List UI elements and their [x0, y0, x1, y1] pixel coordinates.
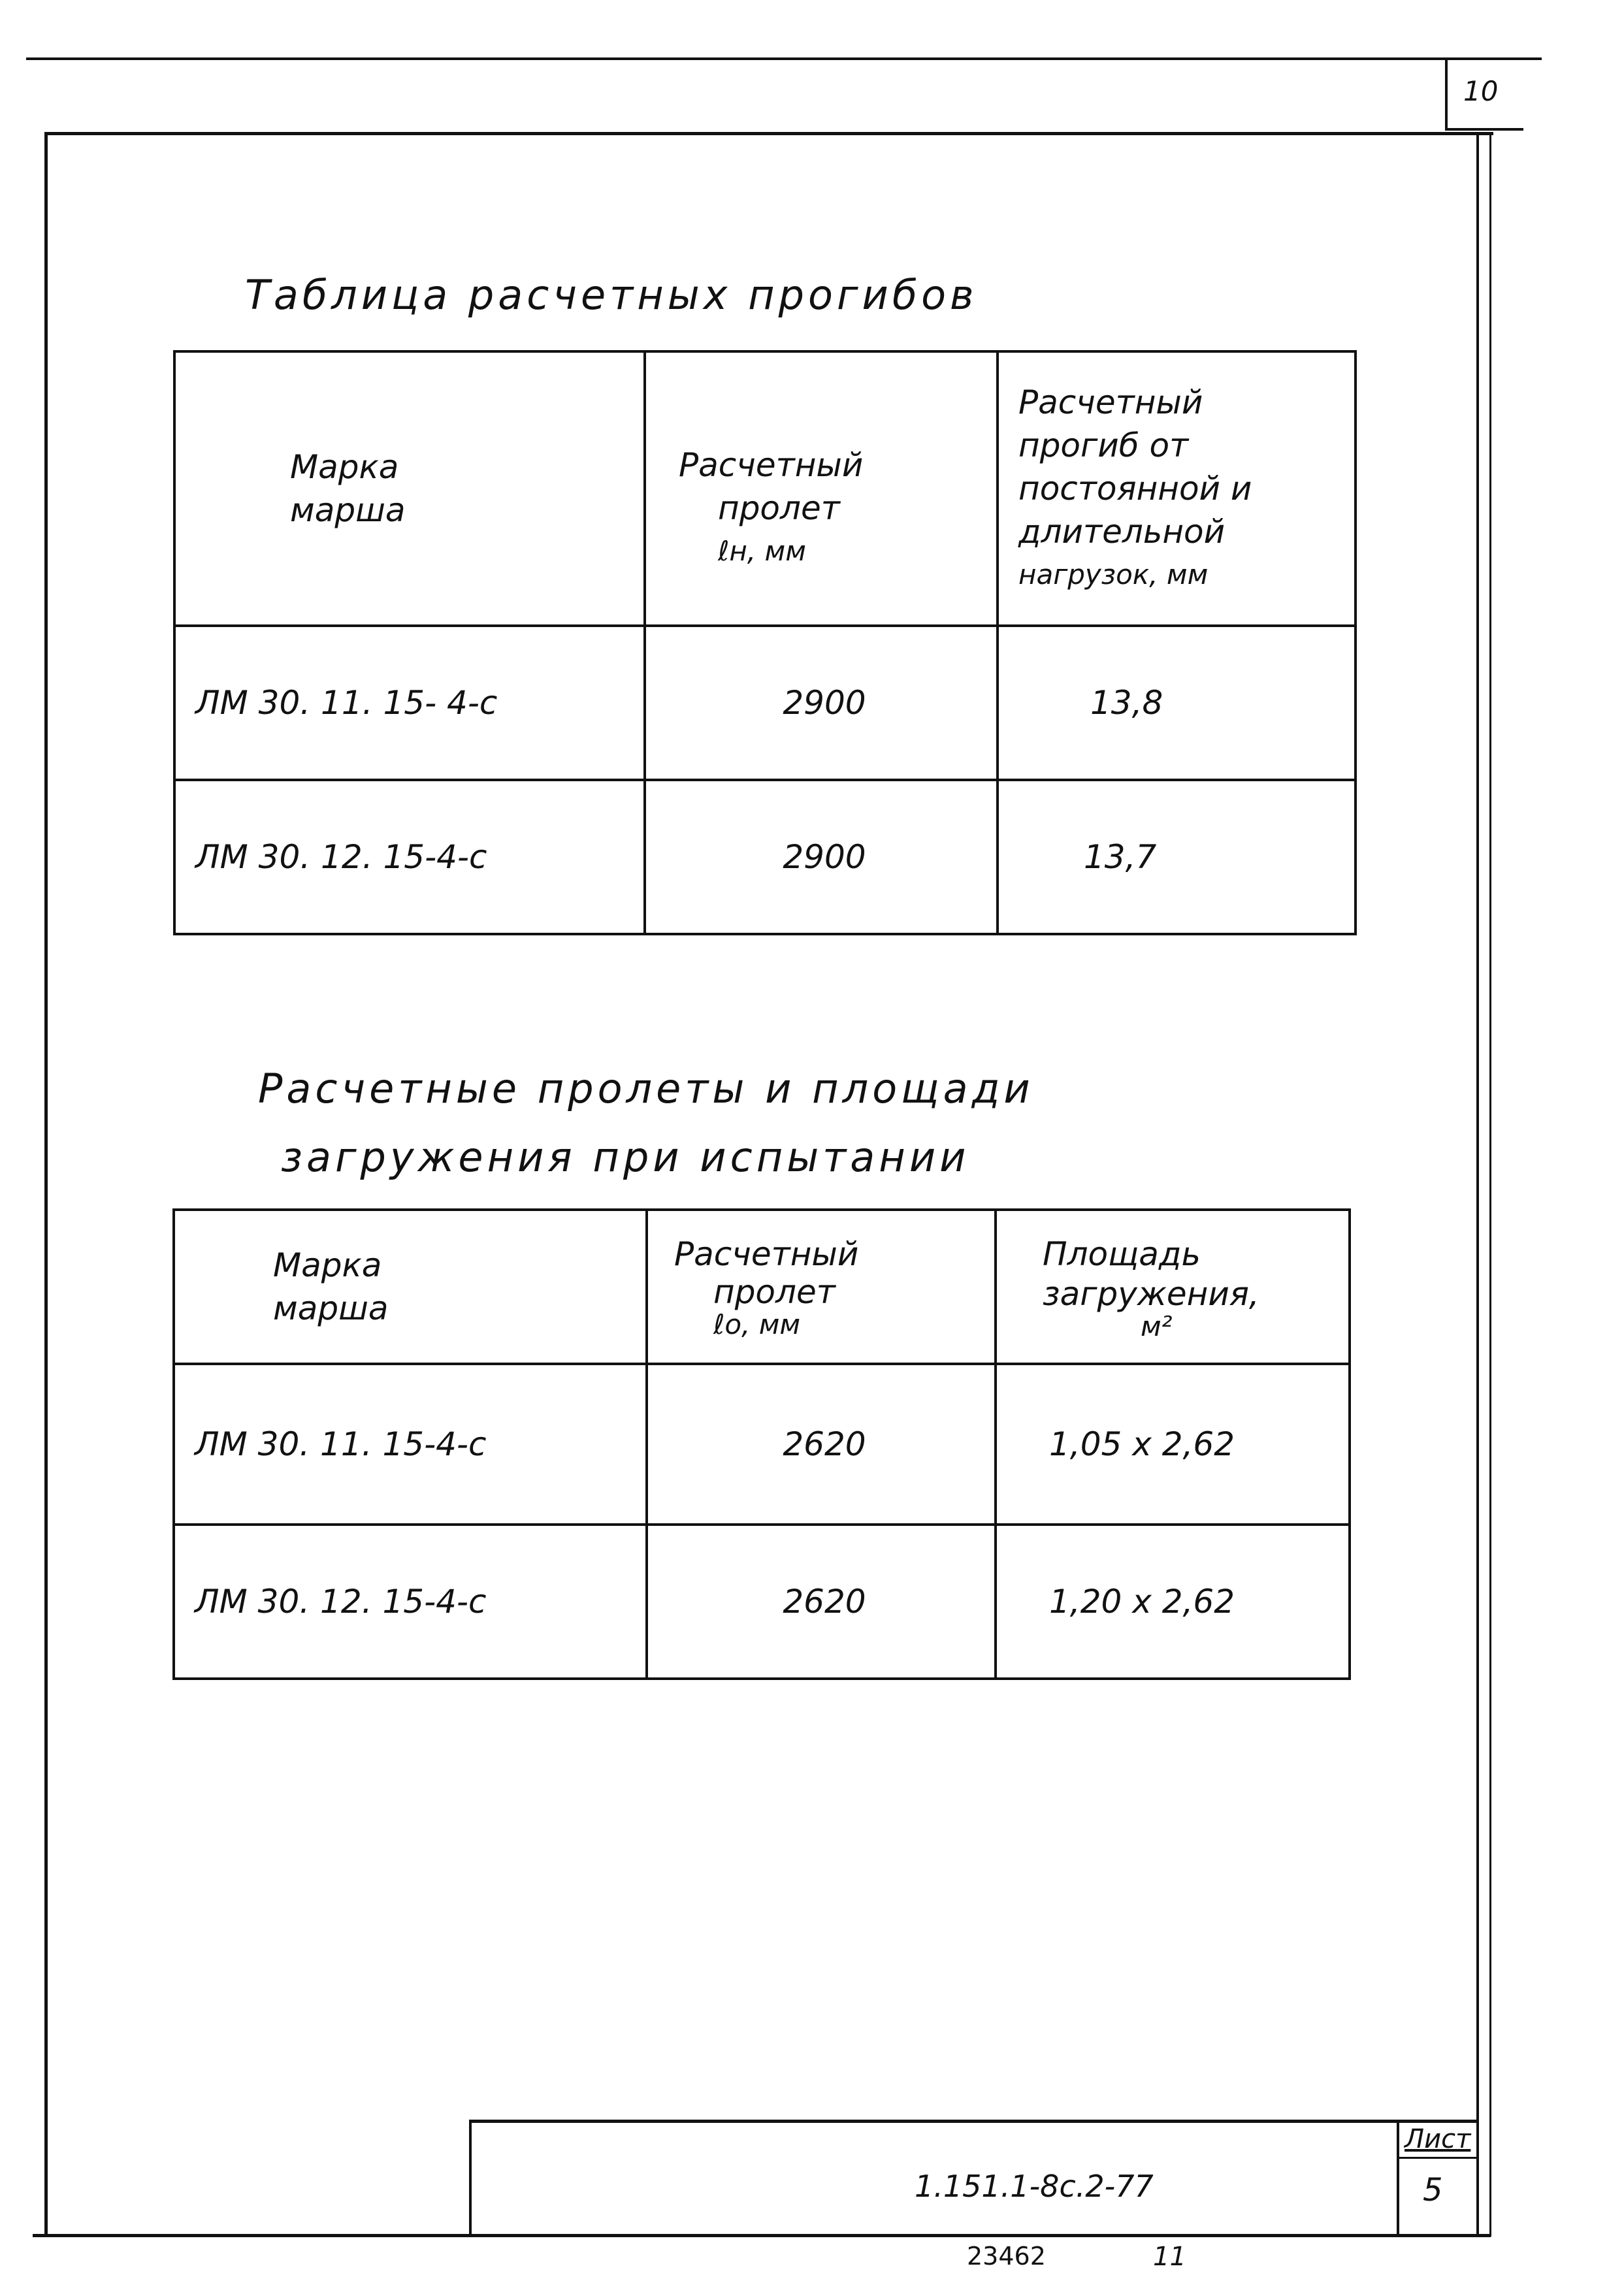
table1-header-row — [174, 351, 1356, 626]
frame-bottom-line — [33, 2234, 1491, 2237]
stamp-left-line — [469, 2120, 472, 2236]
table1-header-mark — [174, 351, 645, 626]
table2-header-span — [647, 1210, 996, 1364]
row-span: 2900 — [645, 780, 998, 934]
header-line: м² — [1141, 1310, 1173, 1342]
row-deflection: 13,8 — [998, 626, 1356, 780]
deflection-table — [173, 350, 1357, 935]
corner-box-bottom-line — [1445, 128, 1523, 131]
stamp-top-line — [469, 2120, 1478, 2123]
row-area: 1,20 х 2,62 — [996, 1525, 1350, 1679]
header-line: ℓн, мм — [718, 535, 806, 567]
table2-header-row — [174, 1210, 1350, 1364]
sheet-label: Лист — [1405, 2124, 1471, 2154]
header-line: Площадь — [1043, 1235, 1201, 1273]
frame-right-line-inner — [1476, 132, 1479, 2237]
table2-title-line2: загружения при испытании — [281, 1133, 970, 1181]
table1-header-deflection — [998, 351, 1356, 626]
stamp-sheet-divider — [1397, 2120, 1399, 2236]
header-line: нагрузок, мм — [1018, 558, 1209, 590]
row-mark: ЛМ 30. 12. 15-4-с — [174, 780, 645, 934]
sheet-number: 5 — [1423, 2172, 1443, 2208]
table-row — [174, 1525, 1350, 1679]
header-line: Расчетный — [1018, 383, 1203, 421]
header-line: Расчетный — [679, 446, 864, 484]
header-line: пролет — [718, 489, 840, 527]
table-row — [174, 1364, 1350, 1525]
table1-title: Таблица расчетных прогибов — [245, 271, 978, 319]
document-code: 1.151.1-8с.2-77 — [915, 2169, 1154, 2204]
header-line: ℓо, мм — [713, 1308, 801, 1340]
header-line: пролет — [713, 1273, 836, 1311]
row-span: 2620 — [647, 1364, 996, 1525]
header-line: прогиб от — [1018, 427, 1189, 464]
table2-header-area — [996, 1210, 1350, 1364]
header-line: марша — [273, 1289, 389, 1327]
frame-top-line — [44, 132, 1493, 135]
row-span: 2900 — [645, 626, 998, 780]
header-line: марша — [290, 491, 406, 529]
table-row — [174, 780, 1356, 934]
header-line: Расчетный — [674, 1235, 859, 1273]
row-mark: ЛМ 30. 11. 15-4-с — [174, 1364, 647, 1525]
row-area: 1,05 х 2,62 — [996, 1364, 1350, 1525]
top-border-line — [26, 57, 1542, 60]
inventory-number: 23462 — [967, 2242, 1046, 2271]
header-line: Марка — [290, 448, 399, 486]
corner-box-left-line — [1445, 57, 1448, 129]
row-mark: ЛМ 30. 12. 15-4-с — [174, 1525, 647, 1679]
header-line: длительной — [1018, 513, 1226, 551]
header-line: загружения, — [1043, 1275, 1259, 1313]
table1-header-span — [645, 351, 998, 626]
sheet-corner-number: 10 — [1463, 75, 1499, 107]
frame-right-line-outer — [1489, 132, 1491, 2237]
table2-title-line1: Расчетные пролеты и площади — [258, 1065, 1034, 1112]
frame-left-line — [44, 134, 48, 2237]
stamp-sheet-label-line — [1397, 2157, 1478, 2159]
table-row — [174, 626, 1356, 780]
row-span: 2620 — [647, 1525, 996, 1679]
header-line: Марка — [273, 1246, 382, 1284]
header-line: постоянной и — [1018, 470, 1252, 508]
row-mark: ЛМ 30. 11. 15- 4-с — [174, 626, 645, 780]
loading-table — [172, 1208, 1351, 1680]
table2-header-mark — [174, 1210, 647, 1364]
row-deflection: 13,7 — [998, 780, 1356, 934]
page-number: 11 — [1153, 2242, 1186, 2272]
